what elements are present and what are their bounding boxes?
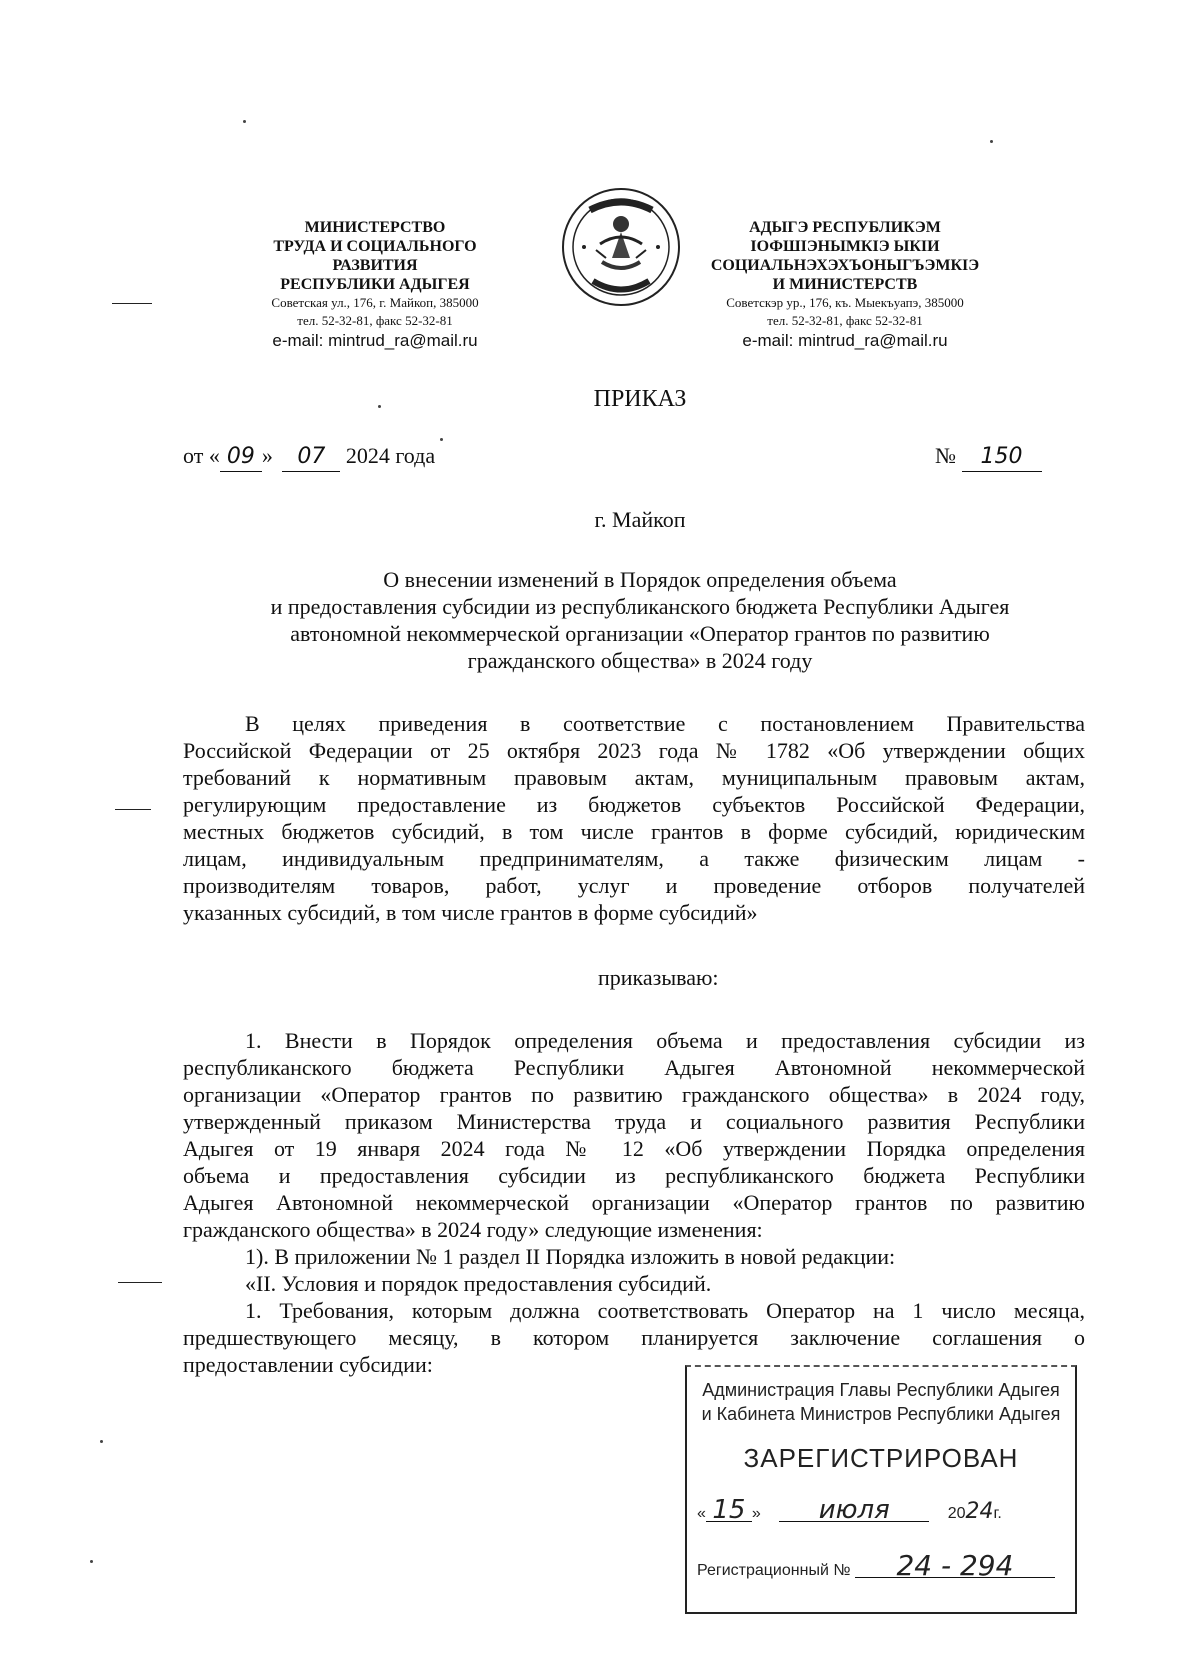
- body-line: гражданского общества» в 2024 году» следующие изменения:: [183, 1217, 763, 1242]
- number-value: 150: [962, 443, 1042, 472]
- city: г. Майкоп: [594, 507, 686, 532]
- ministry-header-ady: [680, 218, 1010, 352]
- stamp-status: ЗАРЕГИСТРИРОВАН: [743, 1443, 1019, 1473]
- ministry-email: e-mail: mintrud_ra@mail.ru: [742, 331, 948, 350]
- ministry-name-line: МИНИСТЕРСТВО: [304, 219, 446, 236]
- preamble-line: требований к нормативным правовым актам, муниципальным правовым актам,: [183, 765, 1085, 790]
- title-line: О внесении изменений в Порядок определения объема: [383, 567, 897, 592]
- body-line: объема и предоставления субсидии из республиканского бюджета Республики: [183, 1163, 1085, 1188]
- registration-stamp: [685, 1365, 1077, 1614]
- stamp-month: июля: [779, 1499, 929, 1522]
- body-line: организации «Оператор грантов по развитию гражданского общества» в 2024 году,: [183, 1082, 1085, 1107]
- ministry-address: Советская ул., 176, г. Майкоп, 385000: [271, 295, 479, 310]
- body-line: «II. Условия и порядок предоставления субсидий.: [245, 1271, 712, 1296]
- ministry-phone: тел. 52-32-81, факс 52-32-81: [297, 313, 453, 328]
- date-prefix: от «: [183, 443, 220, 468]
- ministry-phone: тел. 52-32-81, факс 52-32-81: [767, 313, 923, 328]
- punch-mark: [112, 303, 152, 304]
- date-month: 07: [282, 443, 340, 472]
- preamble-line: указанных субсидий, в том числе грантов в форме субсидий»: [183, 900, 758, 925]
- ministry-name-line: АДЫГЭ РЕСПУБЛИКЭМ: [749, 219, 941, 236]
- preamble-line: производителям товаров, работ, услуг и проведение отборов получателей: [183, 873, 1085, 898]
- number-label: №: [935, 443, 956, 468]
- body-line: республиканского бюджета Республики Адыгея Автономной некоммерческой: [183, 1055, 1085, 1080]
- order-word: приказываю:: [598, 965, 719, 990]
- title-line: гражданского общества» в 2024 году: [467, 648, 813, 673]
- body-line: Адыгея Автономной некоммерческой организации «Оператор грантов по развитию: [183, 1190, 1085, 1215]
- stamp-authority-line: и Кабинета Министров Республики Адыгея: [701, 1404, 1061, 1424]
- preamble-line: Российской Федерации от 25 октября 2023 года № 1782 «Об утверждении общих: [183, 738, 1085, 763]
- body-line: 1. Требования, которым должна соответствовать Оператор на 1 число месяца,: [245, 1298, 1085, 1323]
- title-line: автономной некоммерческой организации «Оператор грантов по развитию: [290, 621, 990, 646]
- body-line: предоставлении субсидии:: [183, 1352, 433, 1377]
- ministry-address: Советскэр ур., 176, къ. Мыекъуапэ, 385000: [726, 295, 964, 310]
- preamble-line: регулирующим предоставление из бюджетов субъектов Российской Федерации,: [183, 792, 1085, 817]
- stamp-reg-label: Регистрационный №: [697, 1562, 851, 1579]
- stamp-year-unit: г.: [993, 1505, 1002, 1522]
- date-year: 2024 года: [345, 443, 436, 468]
- scan-dot: [100, 1440, 103, 1443]
- stamp-date: « 15 » июля 2024г.: [697, 1495, 1002, 1525]
- punch-mark: [118, 1282, 162, 1283]
- document-type: ПРИКАЗ: [593, 386, 687, 412]
- body-line: Адыгея от 19 января 2024 года № 12 «Об утверждении Порядка определения: [183, 1136, 1085, 1161]
- stamp-day: 15: [706, 1499, 752, 1522]
- stamp-authority-line: Администрация Главы Республики Адыгея: [702, 1380, 1060, 1400]
- ministry-name-line: И МИНИСТЕРСТВ: [772, 276, 918, 293]
- scan-dot: [90, 1560, 93, 1563]
- body-line: 1. Внести в Порядок определения объема и предоставления субсидии из: [245, 1028, 1085, 1053]
- coat-of-arms-icon: [560, 186, 682, 308]
- preamble-line: В целях приведения в соответствие с постановлением Правительства: [245, 711, 1085, 736]
- body-line: утвержденный приказом Министерства труда и социального развития Республики: [183, 1109, 1085, 1134]
- stamp-reg-number: 24 - 294: [855, 1555, 1055, 1578]
- ministry-name-line: IОФШIЭНЫМКIЭ ЫКIИ: [750, 238, 940, 255]
- order-date: [183, 442, 435, 472]
- date-day: 09: [220, 443, 262, 472]
- body-line: предшествующего месяцу, в котором планируется заключение соглашения о: [183, 1325, 1085, 1350]
- order-number: [935, 442, 1042, 472]
- stamp-year-prefix: 20: [947, 1505, 966, 1522]
- preamble-line: лицам, индивидуальным предпринимателям, а также физическим лицам -: [183, 846, 1085, 871]
- scan-dot: [243, 120, 246, 123]
- ministry-header-ru: [225, 218, 525, 352]
- ministry-name-line: ТРУДА И СОЦИАЛЬНОГО: [273, 238, 477, 255]
- ministry-name-line: РАЗВИТИЯ: [332, 257, 418, 274]
- title-line: и предоставления субсидии из республиканского бюджета Республики Адыгея: [270, 594, 1010, 619]
- date-separator: »: [261, 443, 273, 468]
- stamp-year-suffix: 24: [965, 1499, 994, 1524]
- ministry-name-line: СОЦИАЛЬНЭХЭХЪОНЫГЪЭМКIЭ: [710, 257, 980, 274]
- stamp-registration: [687, 1549, 1085, 1582]
- preamble-line: местных бюджетов субсидий, в том числе грантов в форме субсидий, юридическим: [183, 819, 1085, 844]
- body-line: 1). В приложении № 1 раздел II Порядка изложить в новой редакции:: [245, 1244, 896, 1269]
- ministry-email: e-mail: mintrud_ra@mail.ru: [272, 331, 478, 350]
- scan-dot: [990, 140, 993, 143]
- scan-dot: [440, 438, 443, 441]
- ministry-name-line: РЕСПУБЛИКИ АДЫГЕЯ: [280, 276, 470, 293]
- punch-mark: [115, 809, 151, 810]
